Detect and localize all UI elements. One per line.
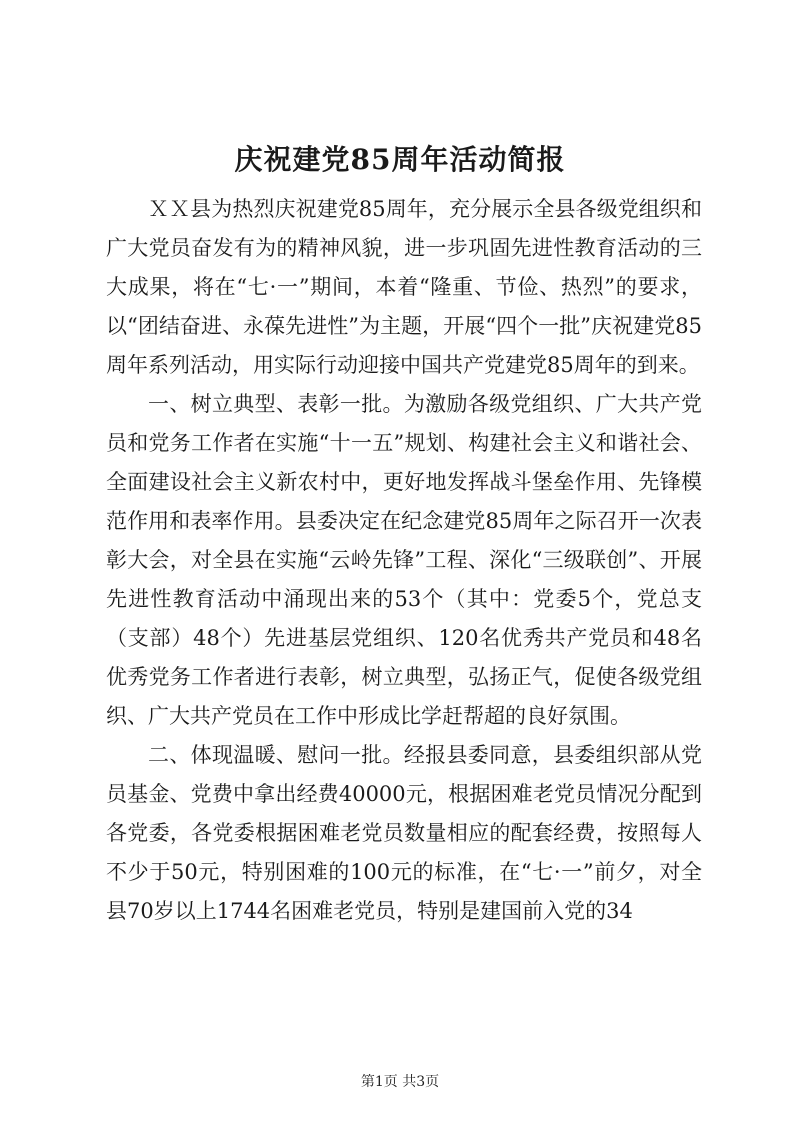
paragraph-section-one: 一、树立典型、表彰一批。为激励各级党组织、广大共产党员和党务工作者在实施“十一五”规划、构建社会主义和谐社会、全面建设社会主义新农村中，更好地发挥战斗堡垒作用、先锋模范作用和表率作用。县委决定在纪念建党85周年之际召开一次表彰大会，对全县在实施“云岭先锋”工程、深化“三级联创”、开展先进性教育活动中涌现出来的53个（其中：党委5个，党总支（支部）48个）先进基层党组织、120名优秀共产党员和48名优秀党务工作者进行表彰，树立典型，弘扬正气，促使各级党组织、广大共产党员在工作中形成比学赶帮超的良好氛围。 (106, 392, 702, 728)
paragraph-intro: ＸＸ县为热烈庆祝建党85周年，充分展示全县各级党组织和广大党员奋发有为的精神风貌，进一步巩固先进性教育活动的三大成果，将在“七·一”期间，本着“隆重、节俭、热烈”的要求，以“团结奋进、永葆先进性”为主题，开展“四个一批”庆祝建党85周年系列活动，用实际行动迎接中国共产党建党85周年的到来。 (106, 197, 702, 377)
document-body (106, 190, 702, 931)
document-title: 庆祝建党85周年活动简报 (234, 143, 566, 176)
page-number-footer: 第1页 共3页 (360, 1074, 440, 1090)
paragraph-section-two: 二、体现温暖、慰问一批。经报县委同意，县委组织部从党员基金、党费中拿出经费40000元，根据困难老党员情况分配到各党委，各党委根据困难老党员数量相应的配套经费，按照每人不少于50元，特别困难的100元的标准，在“七·一”前夕，对全县70岁以上1744名困难老党员，特别是建国前入党的34 (106, 743, 702, 923)
